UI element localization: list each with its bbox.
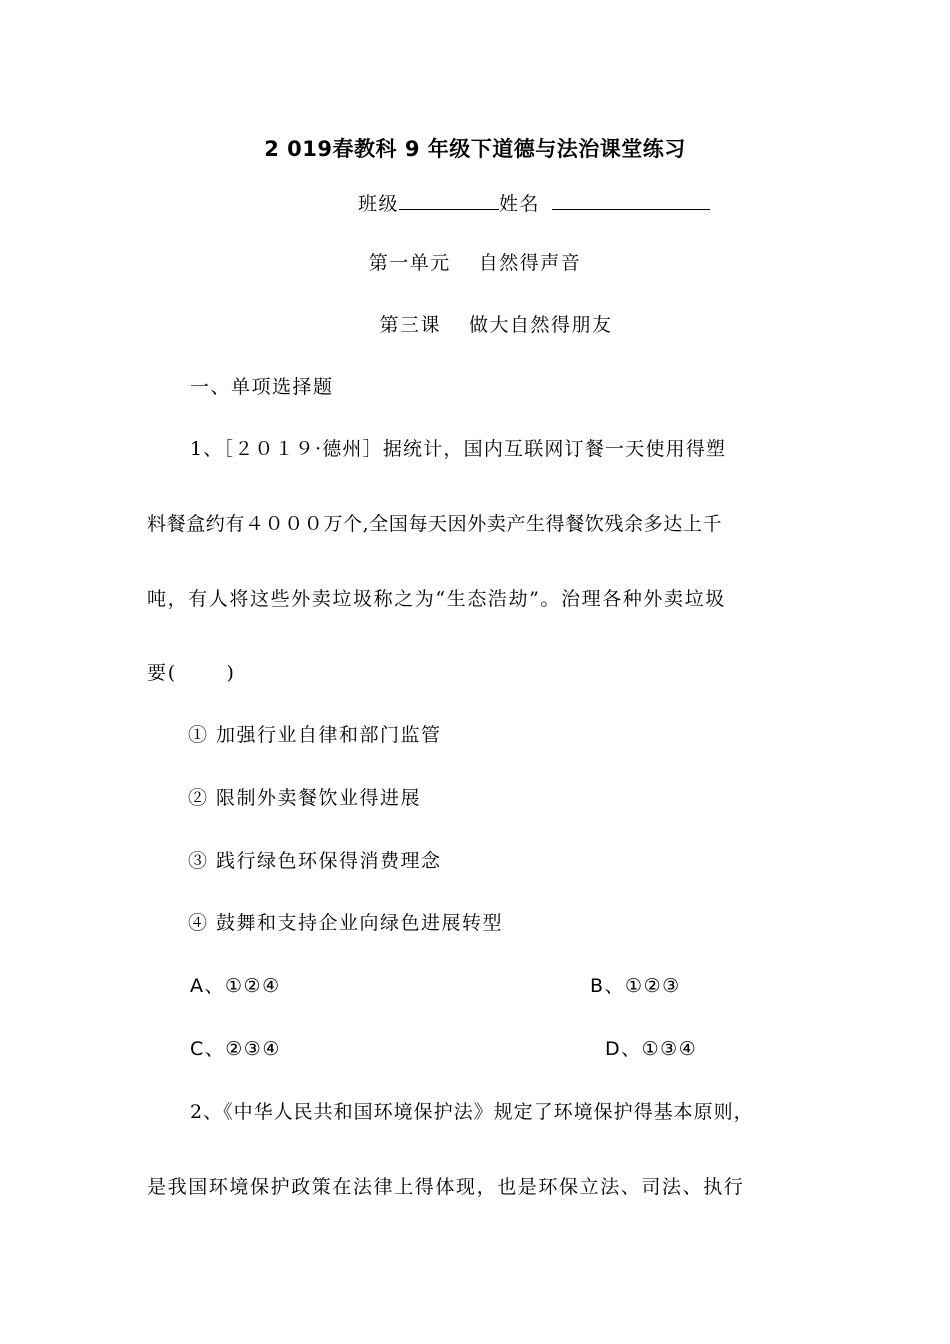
class-blank[interactable] — [399, 191, 499, 210]
q1-choice-d[interactable]: D、①③④ — [605, 1038, 698, 1060]
lesson-heading: 第三课 做大自然得朋友 — [379, 314, 613, 336]
class-name-fields — [358, 191, 710, 214]
unit-heading: 第一单元 自然得声音 — [368, 252, 582, 274]
q2-line-1: 2、《中华人民共和国环境保护法》规定了环境保护得基本原则， — [190, 1101, 754, 1123]
section-heading: 一、单项选择题 — [190, 376, 334, 398]
page-title: 2 019春教科 9 年级下道德与法治课堂练习 — [264, 137, 686, 161]
q1-line-4: 要( ) — [147, 662, 236, 684]
class-label: 班级 — [358, 193, 400, 215]
q2-line-2: 是我国环境保护政策在法律上得体现，也是环保立法、司法、执行 — [147, 1176, 745, 1198]
name-label: 姓名 — [499, 193, 541, 215]
q1-option-3: ③ 践行绿色环保得消费理念 — [188, 850, 442, 872]
q1-option-1: ① 加强行业自律和部门监管 — [188, 724, 442, 746]
q1-line-1: 1、［２０１９·德州］据统计，国内互联网订餐一天使用得塑 — [190, 438, 727, 460]
name-blank[interactable] — [552, 191, 710, 210]
q1-option-4: ④ 鼓舞和支持企业向绿色进展转型 — [188, 912, 504, 934]
q1-line-3: 吨，有人将这些外卖垃圾称之为“生态浩劫”。治理各种外卖垃圾 — [147, 588, 726, 610]
q1-line-2: 料餐盒约有４０００万个,全国每天因外卖产生得餐饮残余多达上千 — [147, 513, 723, 535]
q1-choice-c[interactable]: C、②③④ — [190, 1038, 281, 1060]
q1-option-2: ② 限制外卖餐饮业得进展 — [188, 787, 422, 809]
q1-choice-b[interactable]: B、①②③ — [590, 975, 681, 997]
q1-choice-a[interactable]: A、①②④ — [190, 975, 281, 997]
